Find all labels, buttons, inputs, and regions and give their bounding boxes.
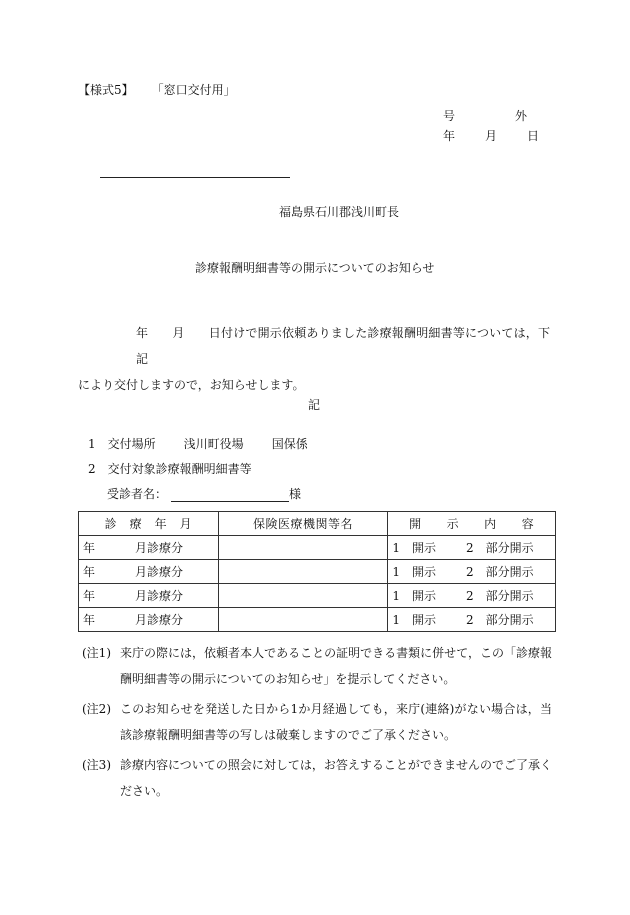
item1-section: 国保係 (271, 437, 308, 451)
option-partial[interactable]: 2 部分開示 (465, 565, 534, 579)
date-day: 日 (527, 129, 540, 143)
table-row (79, 584, 556, 608)
body-line1: 日付けで開示依頼ありました診療報酬明細書等については，下記 (136, 326, 550, 366)
option-partial[interactable]: 2 部分開示 (465, 589, 534, 603)
item1-place: 浅川町役場 (183, 437, 244, 451)
disclosure-table (78, 511, 556, 632)
date-year: 年 (443, 129, 456, 143)
body-paragraph (78, 320, 550, 398)
table-header-row (79, 512, 556, 536)
item-delivery-place (88, 436, 308, 452)
patient-suffix: 様 (289, 487, 302, 501)
number-suffix: 外 (515, 109, 528, 123)
note-text: 来庁の際には，依頼者本人であることの証明できる書類に併せて，この「診療報酬明細書等の開示についてのお知らせ」を提示してください。 (120, 646, 552, 686)
option-full[interactable]: 1 開示 (392, 613, 436, 627)
treatment-month-cell (79, 560, 219, 584)
disclosure-cell (388, 608, 556, 632)
header-treatment-month: 診 療 年 月 (79, 512, 219, 536)
treatment-month-cell (79, 584, 219, 608)
notes-section (82, 640, 552, 808)
document-number (443, 108, 527, 124)
patient-name-field[interactable] (171, 488, 289, 502)
body-year: 年 (136, 326, 149, 340)
header-disclosure: 開 示 内 容 (388, 512, 556, 536)
body-line2: により交付しますので，お知らせします。 (78, 378, 305, 392)
note-tag: (注1) (82, 646, 111, 660)
option-full[interactable]: 1 開示 (392, 565, 436, 579)
sender-name: 福島県石川郡浅川町長 (279, 205, 400, 219)
institution-cell[interactable] (218, 584, 388, 608)
option-full[interactable]: 1 開示 (392, 541, 436, 555)
ki-heading: 記 (308, 398, 321, 412)
document-date (443, 128, 539, 144)
option-full[interactable]: 1 開示 (392, 589, 436, 603)
note-item (82, 752, 552, 804)
header-institution: 保険医療機関等名 (218, 512, 388, 536)
item2-label: 交付対象診療報酬明細書等 (107, 462, 252, 476)
item1-label: 交付場所 (107, 437, 156, 451)
disclosure-cell (388, 536, 556, 560)
row-month: 月診療分 (135, 541, 184, 555)
note-text: このお知らせを発送した日から1か月経過しても，来庁(連絡)がない場合は，当該診療報酬明細書等の写しは破棄しますのでご了承ください。 (120, 702, 552, 742)
row-year: 年 (83, 541, 96, 555)
addressee-line (100, 177, 290, 178)
disclosure-cell (388, 584, 556, 608)
number-label: 号 (443, 109, 456, 123)
date-month: 月 (485, 129, 498, 143)
row-year: 年 (83, 565, 96, 579)
form-number: 【様式5】 (78, 83, 134, 97)
body-month: 月 (172, 326, 185, 340)
institution-cell[interactable] (218, 608, 388, 632)
table-row (79, 560, 556, 584)
note-tag: (注2) (82, 702, 111, 716)
page-title: 診療報酬明細書等の開示についてのお知らせ (195, 261, 435, 275)
note-tag: (注3) (82, 758, 111, 772)
institution-cell[interactable] (218, 560, 388, 584)
table-row (79, 608, 556, 632)
note-item (82, 696, 552, 748)
item-target-documents (88, 461, 252, 477)
table-row (79, 536, 556, 560)
row-month: 月診療分 (135, 589, 184, 603)
patient-label: 受診者名： (107, 487, 168, 501)
option-partial[interactable]: 2 部分開示 (465, 613, 534, 627)
form-label (78, 82, 260, 98)
option-partial[interactable]: 2 部分開示 (465, 541, 534, 555)
disclosure-cell (388, 560, 556, 584)
note-item (82, 640, 552, 692)
item1-number: 1 (88, 437, 96, 451)
window-label: 「窓口交付用」 (157, 83, 236, 97)
row-year: 年 (83, 613, 96, 627)
row-month: 月診療分 (135, 565, 184, 579)
patient-name-line (107, 486, 301, 502)
row-year: 年 (83, 589, 96, 603)
note-text: 診療内容についての照会に対しては，お答えすることができませんのでご了承ください。 (120, 758, 552, 798)
institution-cell[interactable] (218, 536, 388, 560)
row-month: 月診療分 (135, 613, 184, 627)
treatment-month-cell (79, 536, 219, 560)
item2-number: 2 (88, 462, 96, 476)
treatment-month-cell (79, 608, 219, 632)
